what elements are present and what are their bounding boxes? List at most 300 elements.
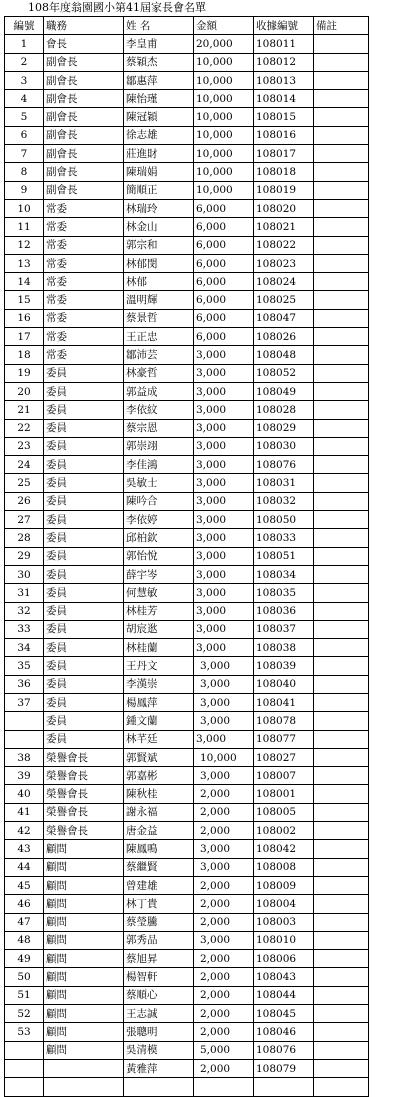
receipt-cell: 108016 [254,126,314,144]
number-cell: 20 [5,382,44,400]
number-cell: 3 [5,71,44,89]
note-cell [314,1078,369,1096]
amount-cell: 10,000 [194,748,254,766]
name-cell: 郭嘉彬 [124,767,194,785]
note-cell [314,639,369,657]
note-cell [314,968,369,986]
note-cell [314,492,369,510]
role-cell: 常委 [44,328,124,346]
receipt-cell: 108019 [254,181,314,199]
note-cell [314,71,369,89]
receipt-cell: 108043 [254,968,314,986]
role-cell: 委員 [44,382,124,400]
table-row [5,602,369,620]
role-cell: 副會長 [44,71,124,89]
amount-cell: 3,000 [194,382,254,400]
receipt-cell: 108026 [254,328,314,346]
receipt-cell: 108006 [254,950,314,968]
amount-cell: 6,000 [194,218,254,236]
number-cell: 31 [5,584,44,602]
amount-cell: 2,000 [194,968,254,986]
table-row [5,858,369,876]
amount-cell: 6,000 [194,254,254,272]
note-cell [314,840,369,858]
receipt-cell: 108047 [254,309,314,327]
role-cell: 委員 [44,511,124,529]
receipt-cell: 108052 [254,364,314,382]
number-cell [5,730,44,748]
role-cell: 委員 [44,565,124,583]
table-row [5,803,369,821]
header-name: 姓 名 [124,17,194,35]
table-row [5,767,369,785]
name-cell: 薛宇岑 [124,565,194,583]
table-row [5,199,369,217]
receipt-cell: 108014 [254,90,314,108]
number-cell: 11 [5,218,44,236]
note-cell [314,913,369,931]
number-cell: 46 [5,895,44,913]
role-cell: 委員 [44,474,124,492]
table-row [5,236,369,254]
number-cell: 35 [5,657,44,675]
number-cell: 33 [5,620,44,638]
name-cell: 陳吟合 [124,492,194,510]
number-cell: 44 [5,858,44,876]
role-cell: 顧問 [44,895,124,913]
amount-cell: 6,000 [194,328,254,346]
receipt-cell: 108011 [254,35,314,53]
role-cell: 委員 [44,401,124,419]
role-cell: 顧問 [44,968,124,986]
receipt-cell: 108029 [254,419,314,437]
name-cell: 李佳鴻 [124,456,194,474]
receipt-cell: 108008 [254,858,314,876]
name-cell: 蔡順心 [124,986,194,1004]
name-cell: 林豪哲 [124,364,194,382]
amount-cell: 10,000 [194,163,254,181]
table-row [5,309,369,327]
amount-cell: 3,000 [194,474,254,492]
name-cell: 李依婷 [124,511,194,529]
note-cell [314,657,369,675]
receipt-cell: 108051 [254,547,314,565]
number-cell [5,1078,44,1096]
role-cell: 委員 [44,437,124,455]
amount-cell: 6,000 [194,291,254,309]
amount-cell: 10,000 [194,181,254,199]
amount-cell: 2,000 [194,1005,254,1023]
name-cell: 李漢崇 [124,675,194,693]
note-cell [314,986,369,1004]
note-cell [314,547,369,565]
amount-cell: 3,000 [194,840,254,858]
receipt-cell: 108021 [254,218,314,236]
number-cell: 30 [5,565,44,583]
name-cell: 陳冠穎 [124,108,194,126]
amount-cell: 10,000 [194,145,254,163]
name-cell: 郭宗和 [124,236,194,254]
receipt-cell: 108005 [254,803,314,821]
amount-cell: 3,000 [194,401,254,419]
amount-cell: 3,000 [194,675,254,693]
receipt-cell: 108050 [254,511,314,529]
name-cell: 黃雅萍 [124,1059,194,1077]
receipt-cell: 108010 [254,931,314,949]
table-row [5,90,369,108]
role-cell: 委員 [44,730,124,748]
role-cell: 副會長 [44,163,124,181]
number-cell: 26 [5,492,44,510]
role-cell: 副會長 [44,108,124,126]
number-cell: 51 [5,986,44,1004]
number-cell: 8 [5,163,44,181]
receipt-cell: 108036 [254,602,314,620]
receipt-cell: 108002 [254,822,314,840]
table-row [5,145,369,163]
table-row [5,529,369,547]
note-cell [314,364,369,382]
table-row [5,822,369,840]
number-cell: 1 [5,35,44,53]
amount-cell: 20,000 [194,35,254,53]
name-cell: 林桂蘭 [124,639,194,657]
note-cell [314,35,369,53]
amount-cell: 10,000 [194,90,254,108]
receipt-cell: 108013 [254,71,314,89]
name-cell: 李皇甫 [124,35,194,53]
amount-cell: 2,000 [194,1059,254,1077]
role-cell: 常委 [44,291,124,309]
table-row [5,1078,369,1096]
receipt-cell: 108003 [254,913,314,931]
name-cell: 何慧敏 [124,584,194,602]
receipt-cell: 108078 [254,712,314,730]
table-row [5,693,369,711]
receipt-cell: 108079 [254,1059,314,1077]
table-row [5,419,369,437]
note-cell [314,584,369,602]
amount-cell: 3,000 [194,529,254,547]
table-row [5,748,369,766]
table-row [5,913,369,931]
header-row [5,17,369,35]
number-cell: 13 [5,254,44,272]
name-cell: 陳秋桂 [124,785,194,803]
table-row [5,163,369,181]
amount-cell: 10,000 [194,126,254,144]
role-cell: 會長 [44,35,124,53]
amount-cell: 3,000 [194,931,254,949]
name-cell: 鍾文蘭 [124,712,194,730]
amount-cell: 2,000 [194,876,254,894]
role-cell: 副會長 [44,126,124,144]
header-receipt: 收據編號 [254,17,314,35]
table-row [5,712,369,730]
name-cell: 吳清模 [124,1041,194,1059]
table-row [5,584,369,602]
table-row [5,382,369,400]
amount-cell: 10,000 [194,71,254,89]
amount-cell: 3,000 [194,693,254,711]
number-cell: 25 [5,474,44,492]
name-cell: 蔡瑩騰 [124,913,194,931]
role-cell: 常委 [44,199,124,217]
name-cell: 鄒沛芸 [124,346,194,364]
receipt-cell: 108034 [254,565,314,583]
name-cell: 林丁貴 [124,895,194,913]
note-cell [314,895,369,913]
note-cell [314,456,369,474]
number-cell: 52 [5,1005,44,1023]
amount-cell: 6,000 [194,199,254,217]
number-cell: 23 [5,437,44,455]
amount-cell: 10,000 [194,53,254,71]
name-cell: 吳敏士 [124,474,194,492]
role-cell: 常委 [44,346,124,364]
amount-cell: 3,000 [194,584,254,602]
amount-cell: 2,000 [194,950,254,968]
table-row [5,364,369,382]
receipt-cell: 108012 [254,53,314,71]
role-cell: 顧問 [44,931,124,949]
note-cell [314,529,369,547]
amount-cell: 2,000 [194,913,254,931]
table-row [5,511,369,529]
role-cell: 副會長 [44,145,124,163]
table-row [5,108,369,126]
number-cell: 24 [5,456,44,474]
receipt-cell: 108044 [254,986,314,1004]
role-cell [44,1078,124,1096]
receipt-cell: 108033 [254,529,314,547]
document-title: 108年度翁園國小第41屆家長會名單 [28,1,206,14]
note-cell [314,511,369,529]
amount-cell: 3,000 [194,565,254,583]
note-cell [314,309,369,327]
note-cell [314,126,369,144]
note-cell [314,199,369,217]
receipt-cell: 108031 [254,474,314,492]
table-row [5,254,369,272]
note-cell [314,675,369,693]
note-cell [314,1005,369,1023]
number-cell: 28 [5,529,44,547]
name-cell: 莊進財 [124,145,194,163]
table-row [5,968,369,986]
role-cell: 榮譽會長 [44,803,124,821]
receipt-cell: 108009 [254,876,314,894]
role-cell: 副會長 [44,53,124,71]
role-cell: 榮譽會長 [44,822,124,840]
member-table [4,16,369,1097]
header-number: 編號 [5,17,44,35]
note-cell [314,748,369,766]
note-cell [314,437,369,455]
receipt-cell: 108046 [254,1023,314,1041]
note-cell [314,712,369,730]
number-cell [5,1041,44,1059]
amount-cell: 2,000 [194,895,254,913]
number-cell: 4 [5,90,44,108]
role-cell: 委員 [44,419,124,437]
amount-cell: 3,000 [194,437,254,455]
receipt-cell: 108027 [254,748,314,766]
number-cell: 36 [5,675,44,693]
receipt-cell: 108018 [254,163,314,181]
receipt-cell: 108037 [254,620,314,638]
number-cell: 15 [5,291,44,309]
number-cell: 29 [5,547,44,565]
role-cell: 委員 [44,456,124,474]
role-cell: 顧問 [44,1023,124,1041]
name-cell: 陳鳳鳴 [124,840,194,858]
receipt-cell: 108076 [254,456,314,474]
table-row [5,1041,369,1059]
number-cell: 37 [5,693,44,711]
name-cell: 鄒惠萍 [124,71,194,89]
number-cell: 50 [5,968,44,986]
table-row [5,401,369,419]
amount-cell: 3,000 [194,547,254,565]
table-row [5,53,369,71]
name-cell: 張聰明 [124,1023,194,1041]
note-cell [314,876,369,894]
amount-cell: 3,000 [194,456,254,474]
note-cell [314,785,369,803]
note-cell [314,145,369,163]
table-row [5,950,369,968]
role-cell: 委員 [44,639,124,657]
note-cell [314,218,369,236]
number-cell: 19 [5,364,44,382]
role-cell: 副會長 [44,181,124,199]
table-row [5,273,369,291]
number-cell: 7 [5,145,44,163]
note-cell [314,181,369,199]
amount-cell: 3,000 [194,602,254,620]
receipt-cell: 108039 [254,657,314,675]
amount-cell: 3,000 [194,639,254,657]
name-cell: 蔡繼賢 [124,858,194,876]
number-cell: 6 [5,126,44,144]
amount-cell: 2,000 [194,785,254,803]
role-cell: 顧問 [44,858,124,876]
role-cell: 顧問 [44,950,124,968]
table-row [5,71,369,89]
role-cell: 委員 [44,492,124,510]
table-row [5,657,369,675]
receipt-cell: 108001 [254,785,314,803]
number-cell [5,712,44,730]
name-cell: 蔡宗恩 [124,419,194,437]
number-cell: 27 [5,511,44,529]
receipt-cell: 108048 [254,346,314,364]
table-body [5,35,369,1096]
table-row [5,639,369,657]
note-cell [314,620,369,638]
name-cell: 王志誠 [124,1005,194,1023]
number-cell: 34 [5,639,44,657]
number-cell: 14 [5,273,44,291]
table-row [5,328,369,346]
note-cell [314,382,369,400]
role-cell: 委員 [44,364,124,382]
amount-cell: 2,000 [194,1023,254,1041]
table-row [5,895,369,913]
role-cell: 顧問 [44,840,124,858]
amount-cell: 3,000 [194,712,254,730]
table-row [5,492,369,510]
receipt-cell: 108025 [254,291,314,309]
amount-cell: 6,000 [194,309,254,327]
role-cell: 榮譽會長 [44,785,124,803]
note-cell [314,419,369,437]
table-row [5,1059,369,1077]
receipt-cell: 108032 [254,492,314,510]
role-cell: 榮譽會長 [44,767,124,785]
name-cell: 林郁閔 [124,254,194,272]
role-cell: 顧問 [44,1005,124,1023]
name-cell: 郭崇翊 [124,437,194,455]
receipt-cell: 108076 [254,1041,314,1059]
amount-cell: 3,000 [194,767,254,785]
name-cell: 陳瑞娟 [124,163,194,181]
number-cell: 17 [5,328,44,346]
table-row [5,474,369,492]
note-cell [314,803,369,821]
name-cell: 徐志雄 [124,126,194,144]
number-cell: 43 [5,840,44,858]
table-row [5,840,369,858]
amount-cell: 3,000 [194,492,254,510]
table-row [5,876,369,894]
amount-cell: 6,000 [194,236,254,254]
note-cell [314,108,369,126]
name-cell: 王丹文 [124,657,194,675]
role-cell: 榮譽會長 [44,748,124,766]
note-cell [314,328,369,346]
note-cell [314,291,369,309]
number-cell: 49 [5,950,44,968]
number-cell: 38 [5,748,44,766]
number-cell: 2 [5,53,44,71]
role-cell: 顧問 [44,876,124,894]
role-cell: 常委 [44,236,124,254]
name-cell: 溫明輝 [124,291,194,309]
role-cell: 委員 [44,620,124,638]
number-cell: 47 [5,913,44,931]
header-role: 職務 [44,17,124,35]
note-cell [314,273,369,291]
table-row [5,181,369,199]
name-cell: 楊智軒 [124,968,194,986]
table-row [5,291,369,309]
name-cell: 謝永福 [124,803,194,821]
role-cell: 委員 [44,547,124,565]
table-row [5,35,369,53]
table-row [5,730,369,748]
number-cell: 32 [5,602,44,620]
amount-cell: 3,000 [194,511,254,529]
note-cell [314,730,369,748]
table-row [5,456,369,474]
receipt-cell [254,1078,314,1096]
number-cell: 5 [5,108,44,126]
note-cell [314,858,369,876]
receipt-cell: 108015 [254,108,314,126]
note-cell [314,565,369,583]
